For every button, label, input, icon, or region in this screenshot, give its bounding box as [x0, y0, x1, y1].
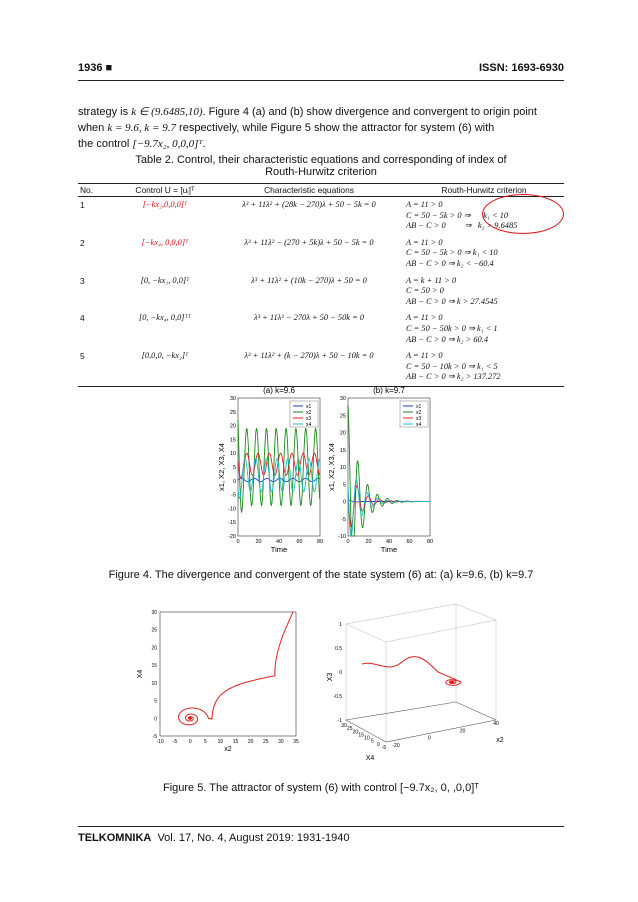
x-tick-label: 0 — [188, 739, 192, 745]
legend-label-x1: x1 — [306, 404, 312, 410]
y-tick-label: 30 — [339, 396, 346, 402]
x-tick-label: 5 — [371, 738, 374, 745]
legend-label-x4: x4 — [416, 422, 422, 428]
y-tick-label: 10 — [151, 680, 157, 687]
x-tick-label: -10 — [156, 739, 164, 745]
table-caption: Table 2. Control, their characteristic equations and corresponding of index of Routh-Hurwitz criterion — [135, 154, 507, 178]
x-tick-label: 30 — [278, 739, 284, 745]
y-tick-label: -1 — [337, 718, 342, 724]
chart-title: (b) k=9.7 — [373, 386, 405, 395]
x-axis-label: x2 — [224, 746, 232, 753]
legend-label-x2: x2 — [306, 410, 312, 416]
x-tick-label: 20 — [255, 539, 262, 545]
x-tick-label: 40 — [275, 539, 283, 545]
x-tick-label: 5 — [203, 739, 207, 745]
z-tick-label: -20 — [392, 743, 400, 749]
z-tick-label: 40 — [493, 721, 499, 727]
x-tick-label: -5 — [381, 745, 387, 751]
x-tick-label: 80 — [426, 539, 434, 545]
x-tick-label: 25 — [262, 739, 269, 745]
y-tick-label: -5 — [341, 516, 346, 523]
x-tick-label: 20 — [365, 539, 372, 545]
x-tick-label: 40 — [385, 539, 393, 545]
y-axis-label: X4 — [137, 669, 144, 679]
y-tick-label: 30 — [229, 396, 236, 402]
y-tick-label: 1 — [339, 622, 342, 628]
table-row: 5 [0,0,0, −kx₂]ᵀ λ³ + 11λ² + (k − 270)λ + 50 − 10k = 0 A = 11 > 0 C = 50 − 10k > 0 ⇒ k₁ < 5 AB − C > 0 ⇒ k₂ > 137.272 — [78, 348, 564, 386]
table-row: 2 [−kx₄, 0,0,0]ᵀ λ³ + 11λ² − (270 + 5k)λ + 50 − 5k = 0 A = 11 > 0 C = 50 − 5k > 0 ⇒ k₁ < 10 AB − C > 0 ⇒ k₂ < −60.4 — [80, 237, 498, 268]
table-row: 1 [−kx₂,0,0,0]ᵀ λ³ + 11λ² + (28k − 270)λ + 50 − 5k = 0 A = 11 > 0 C = 50 − 5k > 0 ⇒ k₁ < 10 AB − C > 0 ⇒ k₂ > 9.6485 — [78, 197, 564, 235]
y-tick-label: -10 — [228, 506, 236, 513]
y-tick-label: 15 — [151, 663, 157, 670]
y-tick-label: -5 — [152, 734, 157, 740]
legend-label-x4: x4 — [306, 422, 312, 428]
x-tick-label: 20 — [352, 729, 359, 736]
y-axis-label: x1, X2, X3, X4 — [217, 443, 226, 491]
x-tick-label: 30 — [341, 723, 347, 729]
table-row: 3 [0, −kx₁, 0,0]ᵀ λ³ + 11λ² + (10k − 270)λ + 50 = 0 A = k + 11 > 0 C = 50 > 0 AB − C > 0 ⇒ k > 27.4545 — [80, 275, 498, 306]
x-tick-label: 60 — [296, 539, 303, 545]
y-tick-label: -20 — [228, 534, 236, 540]
y-axis-label: x1, X2, X3, X4 — [327, 443, 336, 491]
x-tick-label: 80 — [316, 539, 324, 545]
z-axis-label: x2 — [496, 737, 504, 744]
page-number: 1936 ■ — [78, 62, 113, 74]
x-tick-label: 0 — [346, 539, 350, 545]
legend-box — [400, 401, 428, 427]
y-tick-label: 20 — [339, 430, 346, 437]
footer-rule — [78, 826, 564, 827]
x-tick-label: 0 — [236, 539, 240, 545]
y-tick-label: 20 — [151, 645, 157, 652]
figure-5 — [126, 602, 506, 770]
y-tick-label: 0 — [154, 716, 157, 723]
y-tick-label: 5 — [232, 465, 236, 471]
chart-panel-b — [327, 386, 433, 554]
x-axis-label: Time — [380, 545, 398, 554]
y-tick-label: 0 — [342, 499, 346, 506]
y-tick-label: 15 — [229, 437, 236, 444]
legend-label-x2: x2 — [416, 410, 422, 416]
chart-panel-a — [217, 386, 323, 554]
x-tick-label: 10 — [217, 739, 224, 745]
y-tick-label: 0 — [339, 670, 342, 676]
y-tick-label: -0.5 — [333, 694, 342, 700]
bullet-icon: ■ — [105, 62, 113, 74]
x-tick-label: 35 — [293, 739, 299, 745]
y-axis-label: X3 — [327, 672, 334, 682]
table-row: 4 [0, −kx₄, 0,0]ᵀᵀ λ³ + 11λ² − 270λ + 50 − 50k = 0 A = 11 > 0 C = 50 − 50k > 0 ⇒ k₁ < 1 AB − C > 0 ⇒ k₂ > 60.4 — [80, 313, 498, 344]
x-tick-label: 15 — [232, 739, 239, 745]
y-tick-label: 0.5 — [335, 646, 342, 652]
y-tick-label: 15 — [339, 447, 346, 454]
issn: ISSN: 1693-6930 — [479, 62, 564, 74]
y-tick-label: 10 — [229, 451, 236, 458]
y-tick-label: 0 — [232, 478, 236, 485]
y-tick-label: 20 — [229, 423, 236, 430]
x-axis-label: X4 — [365, 755, 375, 762]
x-tick-label: 20 — [247, 739, 254, 745]
y-tick-label: 25 — [151, 627, 157, 634]
x-tick-label: 60 — [406, 539, 413, 545]
footer: TELKOMNIKA Vol. 17, No. 4, August 2019: 1931-1940 — [78, 832, 350, 844]
box-top — [346, 604, 496, 642]
header-rule — [78, 80, 564, 81]
x-tick-label: 25 — [346, 726, 353, 733]
table-header-row: No. Control U = [uᵢ]ᵀ Characteristic equations Routh-Hurwitz criterion — [78, 184, 564, 197]
figure-4-caption: Figure 4. The divergence and convergent of the state system (6) at: (a) k=9.6, (b) k=9.7 — [108, 569, 534, 581]
x-tick-label: 10 — [364, 735, 370, 742]
y-tick-label: 5 — [342, 482, 346, 489]
chart-panel-3d — [327, 604, 504, 762]
legend-label-x1: x1 — [416, 404, 422, 410]
series-line-trajectory — [362, 657, 461, 686]
z-tick-label: 20 — [459, 728, 466, 735]
legend-label-x3: x3 — [306, 416, 312, 422]
y-tick-label: 5 — [154, 698, 157, 705]
figure-4 — [210, 376, 450, 554]
y-tick-label: -5 — [231, 492, 236, 499]
y-tick-label: 10 — [339, 465, 346, 471]
chart-panel-2d — [137, 610, 299, 753]
y-tick-label: -15 — [228, 520, 236, 527]
highlight-ellipse — [482, 194, 564, 234]
z-tick-label: 0 — [427, 735, 431, 742]
x-tick-label: 0 — [376, 741, 380, 748]
legend-label-x3: x3 — [416, 416, 422, 422]
x-tick-label: -5 — [172, 739, 178, 745]
y-tick-label: 30 — [151, 610, 157, 616]
x-axis-label: Time — [270, 545, 288, 554]
chart-title: (a) k=9.6 — [263, 386, 295, 395]
plot-frame — [160, 612, 296, 736]
y-tick-label: -10 — [338, 534, 346, 540]
body-paragraph: strategy is k ∈ (9.6485,10). Figure 4 (a) and (b) show divergence and convergent to origin point when k = 9.6, k = 9.7 respectively, while Figure 5 show the attractor for system (6) with the control [−9.7x₂, 0,0,0]ᵀ. — [78, 106, 537, 150]
x-tick-label: 15 — [358, 732, 364, 739]
legend-box — [290, 401, 318, 427]
routh-hurwitz-table — [78, 183, 564, 387]
y-tick-label: 25 — [229, 409, 236, 416]
y-tick-label: 25 — [339, 413, 346, 420]
figure-5-caption: Figure 5. The attractor of system (6) with control [−9.7x₂, 0, ,0,0]ᵀ — [162, 782, 480, 794]
